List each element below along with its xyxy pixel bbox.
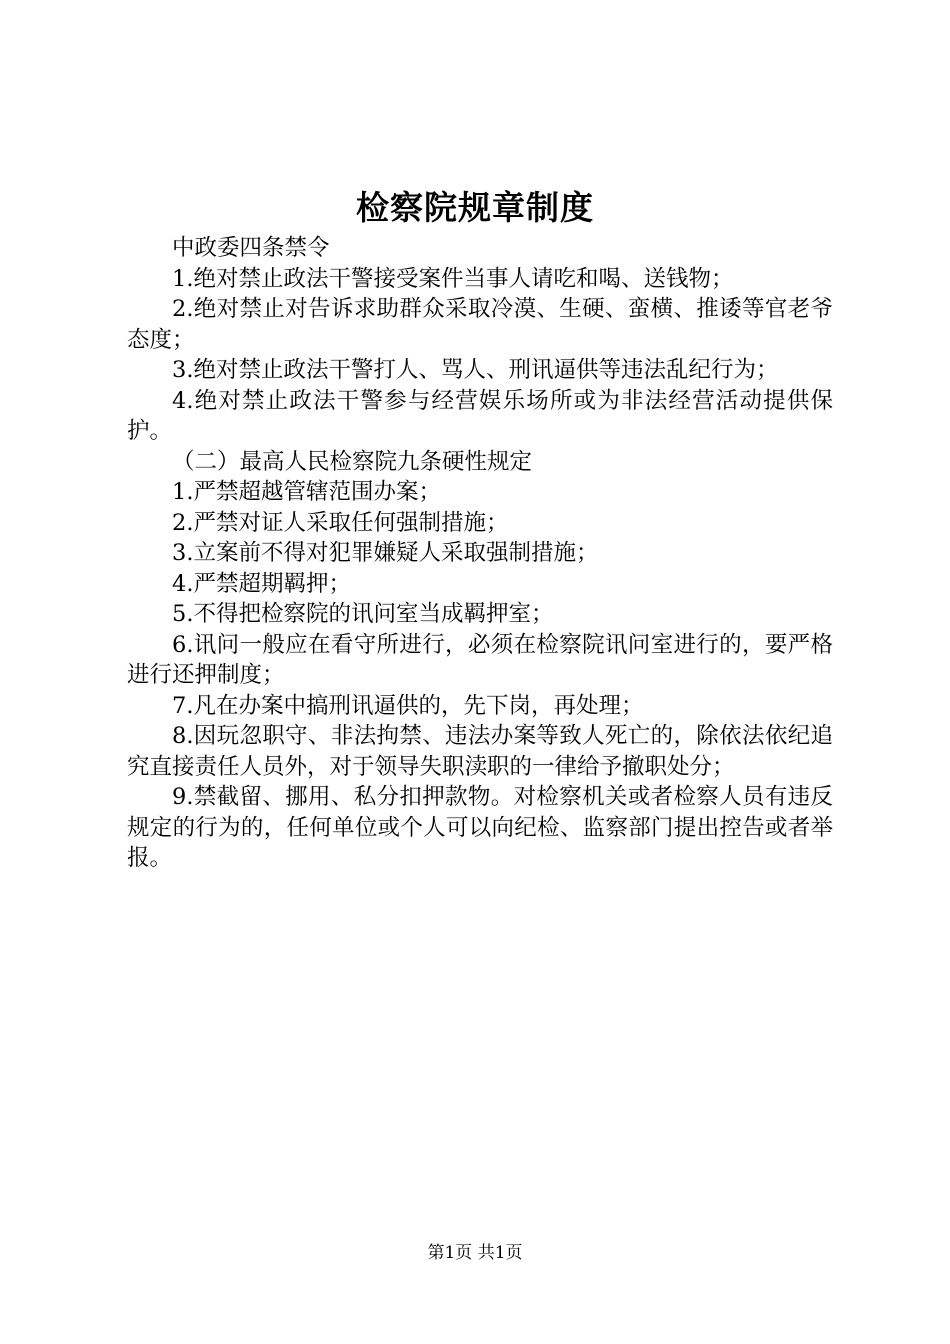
paragraph-prohibition-3: 3.绝对禁止政法干警打人、骂人、刑讯逼供等违法乱纪行为； xyxy=(172,357,779,383)
paragraph-prohibition-4: 4.绝对禁止政法干警参与经营娱乐场所或为非法经营活动提供保护。 xyxy=(127,387,833,444)
document-title: 检察院规章制度 xyxy=(356,188,594,227)
page-footer: 第1页 共1页 xyxy=(427,1243,523,1263)
paragraph-rule-3: 3.立案前不得对犯罪嫌疑人采取强制措施； xyxy=(172,540,599,566)
paragraph-prohibition-2: 2.绝对禁止对告诉求助群众采取冷漠、生硬、蛮横、推诿等官老爷态度； xyxy=(127,296,833,353)
paragraph-rule-1: 1.严禁超越管辖范围办案； xyxy=(172,479,441,505)
paragraph-heading-four-prohibitions: 中政委四条禁令 xyxy=(172,235,330,261)
paragraph-prohibition-1: 1.绝对禁止政法干警接受案件当事人请吃和喝、送钱物； xyxy=(172,265,734,292)
paragraph-heading-nine-rules: （二）最高人民检察院九条硬性规定 xyxy=(172,448,533,475)
paragraph-rule-7: 7.凡在办案中搞刑讯逼供的，先下岗，再处理； xyxy=(172,692,644,719)
paragraph-rule-6: 6.讯问一般应在看守所进行，必须在检察院讯问室进行的，要严格进行还押制度； xyxy=(127,631,833,688)
document-body xyxy=(127,233,833,874)
paragraph-rule-2: 2.严禁对证人采取任何强制措施； xyxy=(172,509,509,536)
paragraph-rule-4: 4.严禁超期羁押； xyxy=(172,570,351,597)
paragraph-rule-8: 8.因玩忽职守、非法拘禁、违法办案等致人死亡的，除依法依纪追究直接责任人员外，对于领导失职渎职的一律给予撤职处分； xyxy=(127,723,833,780)
paragraph-rule-9: 9.禁截留、挪用、私分扣押款物。对检察机关或者检察人员有违反规定的行为的，任何单位或个人可以向纪检、监察部门提出控告或者举报。 xyxy=(127,784,833,871)
paragraph-rule-5: 5.不得把检察院的讯问室当成羁押室； xyxy=(172,601,554,627)
